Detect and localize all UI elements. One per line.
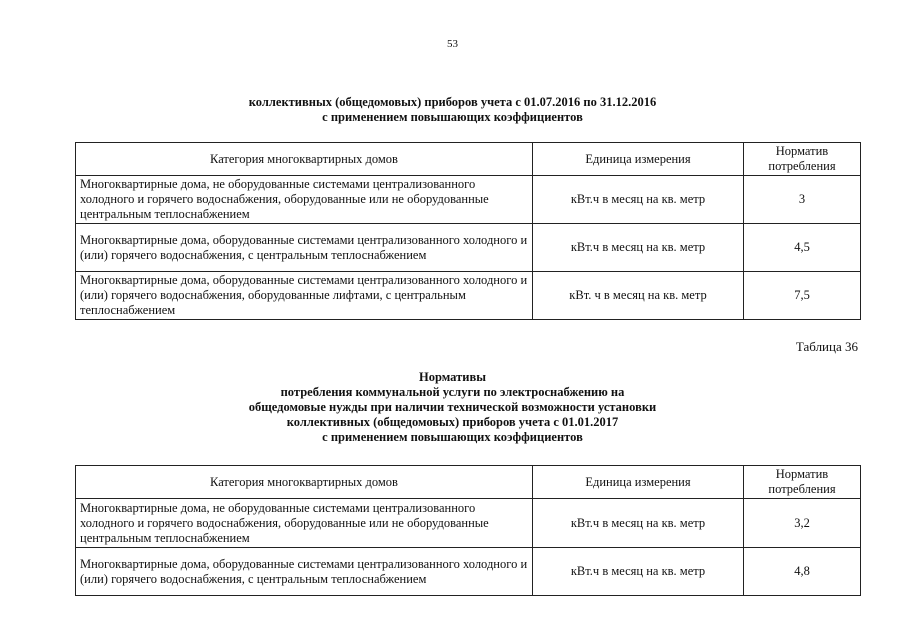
table-row xyxy=(76,548,861,596)
row-unit: кВт. ч в месяц на кв. метр xyxy=(533,272,744,320)
norms-table-1 xyxy=(75,142,861,320)
table-row xyxy=(76,499,861,548)
row-category: Многоквартирные дома, не оборудованные системами централизованного холодного и горячего водоснабжения, оборудованные или не оборудованные центральным теплоснабжением xyxy=(76,176,533,224)
header-norm: Норматив потребления xyxy=(744,466,861,499)
row-category: Многоквартирные дома, оборудованные системами централизованного холодного и (или) горячего водоснабжения, с центральным теплоснабжением xyxy=(76,224,533,272)
row-value: 4,8 xyxy=(744,548,861,596)
table-row xyxy=(76,176,861,224)
row-unit: кВт.ч в месяц на кв. метр xyxy=(533,548,744,596)
norms-table-2 xyxy=(75,465,861,596)
section2-heading xyxy=(0,370,905,445)
section1-heading xyxy=(0,95,905,125)
row-category: Многоквартирные дома, оборудованные системами централизованного холодного и (или) горячего водоснабжения, с центральным теплоснабжением xyxy=(76,548,533,596)
header-category: Категория многоквартирных домов xyxy=(76,466,533,499)
header-unit: Единица измерения xyxy=(533,466,744,499)
header-norm: Норматив потребления xyxy=(744,143,861,176)
table-header-row xyxy=(76,466,861,499)
row-value: 3 xyxy=(744,176,861,224)
section1-heading-line: коллективных (общедомовых) приборов учета с 01.07.2016 по 31.12.2016 xyxy=(248,95,657,109)
section2-heading-line: Нормативы xyxy=(419,370,486,384)
row-unit: кВт.ч в месяц на кв. метр xyxy=(533,224,744,272)
row-value: 7,5 xyxy=(744,272,861,320)
table-row xyxy=(76,272,861,320)
section2-heading-line: коллективных (общедомовых) приборов учета с 01.01.2017 xyxy=(286,415,619,429)
page-number: 53 xyxy=(447,38,458,50)
row-value: 3,2 xyxy=(744,499,861,548)
row-unit: кВт.ч в месяц на кв. метр xyxy=(533,176,744,224)
row-value: 4,5 xyxy=(744,224,861,272)
section1-heading-line: с применением повышающих коэффициентов xyxy=(322,110,583,124)
section2-heading-line: потребления коммунальной услуги по электроснабжению на xyxy=(280,385,625,399)
row-category: Многоквартирные дома, оборудованные системами централизованного холодного и (или) горячего водоснабжения, оборудованные лифтами, с центральным теплоснабжением xyxy=(76,272,533,320)
row-unit: кВт.ч в месяц на кв. метр xyxy=(533,499,744,548)
table-row xyxy=(76,224,861,272)
section2-heading-line: общедомовые нужды при наличии технической возможности установки xyxy=(248,400,657,414)
header-category: Категория многоквартирных домов xyxy=(76,143,533,176)
header-unit: Единица измерения xyxy=(533,143,744,176)
section2-heading-line: с применением повышающих коэффициентов xyxy=(322,430,583,444)
row-category: Многоквартирные дома, не оборудованные системами централизованного холодного и горячего водоснабжения, оборудованные или не оборудованные центральным теплоснабжением xyxy=(76,499,533,548)
table-header-row xyxy=(76,143,861,176)
table-caption: Таблица 36 xyxy=(795,339,858,354)
